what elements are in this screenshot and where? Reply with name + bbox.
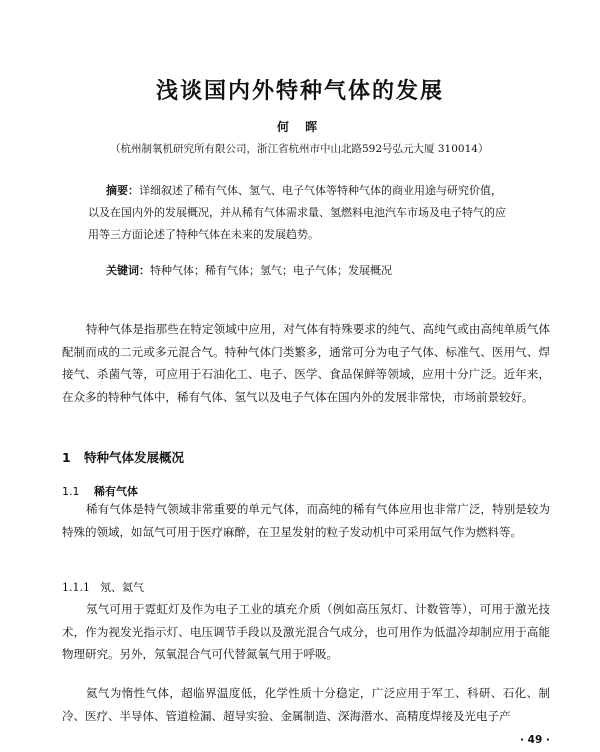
section-heading-1 [62,448,184,466]
helium-paragraph: 氦气为惰性气体，超临界温度低，化学性质十分稳定，广泛应用于军工、科研、石化、制冷、医疗、半导体、管道检漏、超导实验、金属制造、深海潜水、高精度焊接及光电子产 [62,686,550,723]
rare-gas-paragraph: 稀有气体是特气领域非常重要的单元气体，而高纯的稀有气体应用也非常广泛，特别是较为特殊的领域，如氙气可用于医疗麻醉，在卫星发射的粒子发动机中可采用氙气作为燃料等。 [62,502,550,539]
subsubsection-number: 1.1.1 [62,581,90,594]
author-name: 何 晖 [276,120,324,134]
subsection-title: 稀有气体 [94,485,138,498]
abstract-label: 摘要： [106,184,139,197]
abstract-text: 详细叙述了稀有气体、氢气、电子气体等特种气体的商业用途与研究价值，以及在国内外的发展概况，并从稀有气体需求量、氢燃料电池汽车市场及电子特气的应用等三方面论述了特种气体在未来的发展趋势。 [88,184,506,241]
subsection-heading-1-1 [62,483,138,499]
author-affiliation: （杭州制氧机研究所有限公司，浙江省杭州市中山北路592号弘元大厦 310014） [110,143,489,155]
keywords-text: 特种气体；稀有气体；氢气；电子气体；发展概况 [150,264,392,277]
section-number: 1 [62,450,71,465]
section-divider [68,305,69,306]
subsection-number: 1.1 [62,485,80,498]
paper-title: 浅谈国内外特种气体的发展 [155,79,444,104]
section-title: 特种气体发展概况 [84,450,185,465]
subsubsection-title: 氖、氦气 [100,581,144,594]
page-number: · 49 · [520,734,550,746]
subsubsection-heading-1-1-1 [62,579,144,595]
neon-paragraph: 氖气可用于霓虹灯及作为电子工业的填充介质（例如高压氖灯、计数管等），可用于激光技术，作为视发光指示灯、电压调节手段以及激光混合气成分，也可用作为低温冷却制应用于高能物理研究。另外，氖氧混合气可代替氮氧气用于呼吸。 [62,602,550,661]
intro-paragraph: 特种气体是指那些在特定领域中应用，对气体有特殊要求的纯气、高纯气或由高纯单质气体配制而成的二元或多元混合气。特种气体门类繁多，通常可分为电子气体、标准气、医用气、焊接气、杀菌气等，可应用于石油化工、电子、医学、食品保鲜等领域，应用十分广泛。近年来，在众多的特种气体中，稀有气体、氢气以及电子气体在国内外的发展非常快，市场前景较好。 [62,322,550,404]
keywords-label: 关键词： [106,264,150,277]
keywords-block [106,262,526,278]
abstract-block [88,180,508,246]
